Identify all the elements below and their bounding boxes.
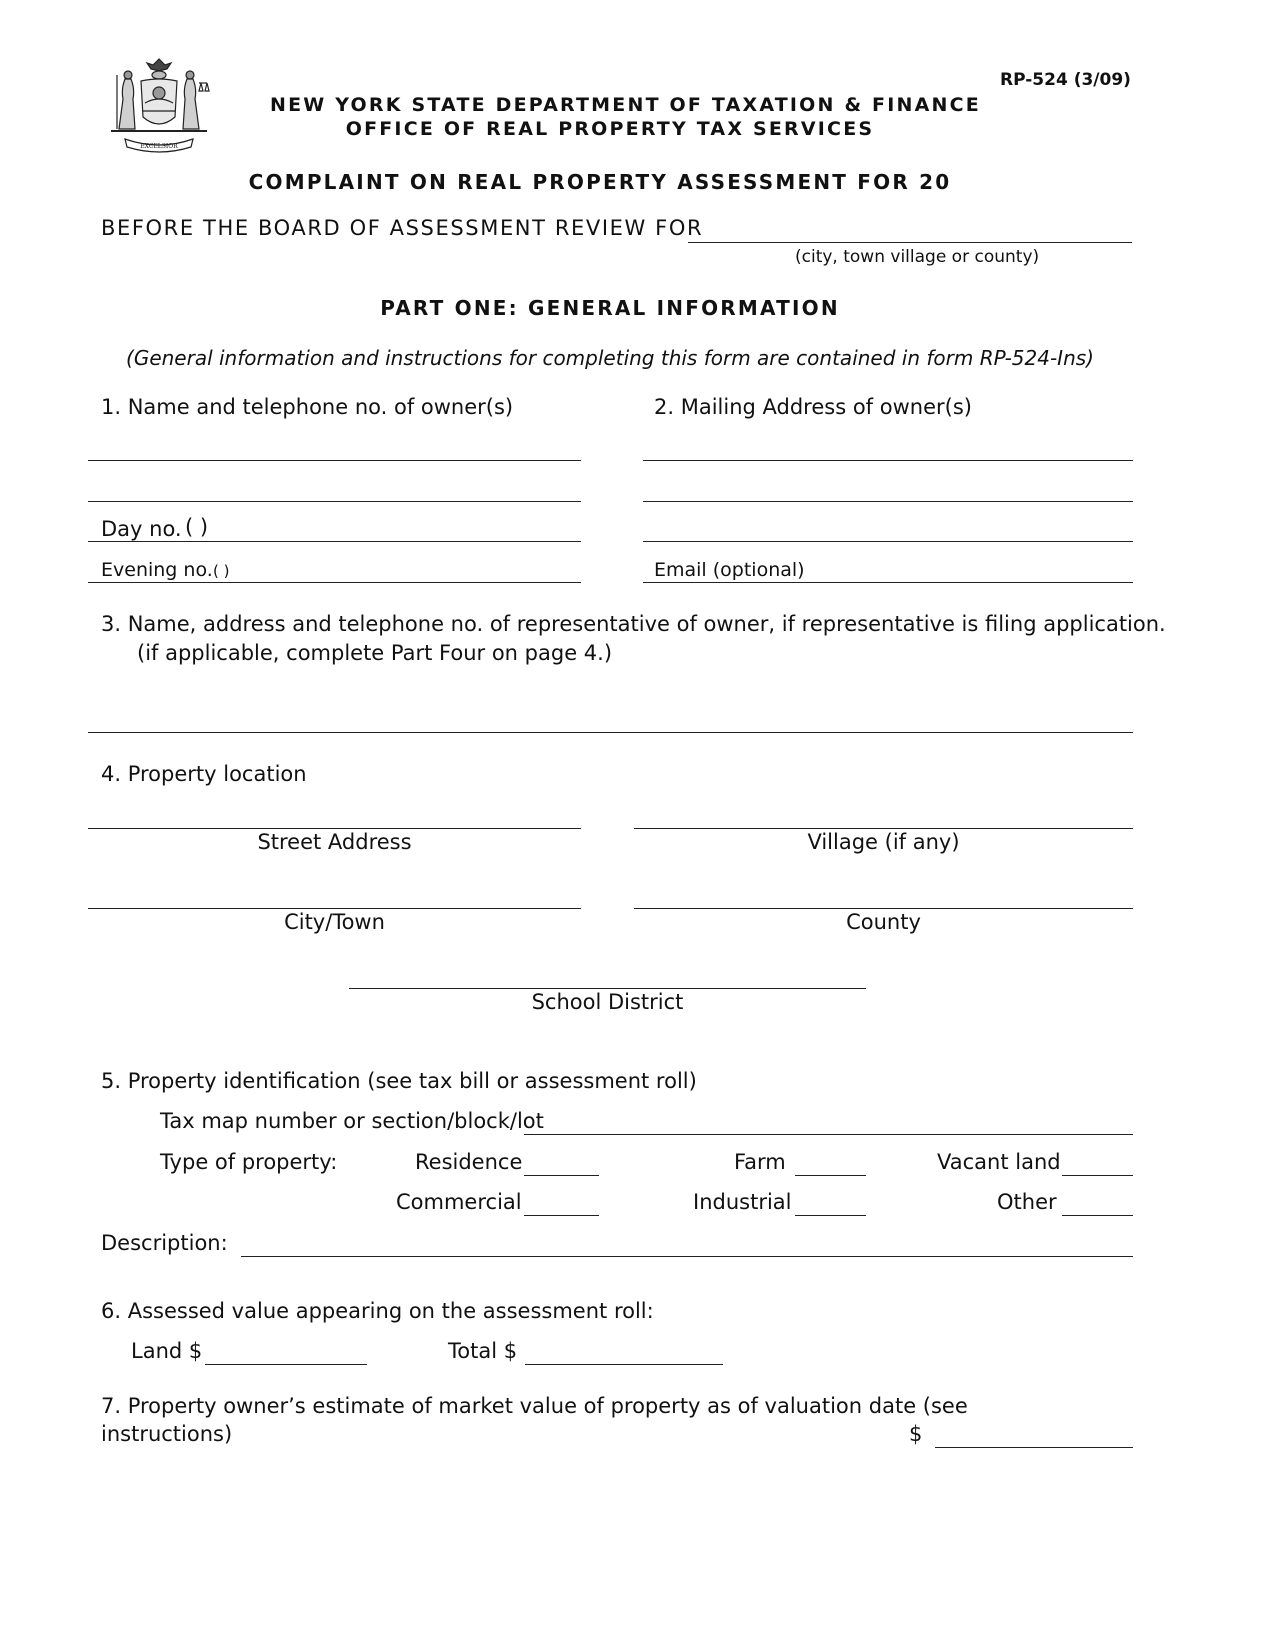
- day-phone-parens: ( ): [185, 515, 209, 539]
- evening-phone-line[interactable]: [88, 582, 581, 583]
- school-district-caption: School District: [531, 990, 684, 1014]
- mailing-address-line-3[interactable]: [643, 541, 1133, 542]
- county-line[interactable]: [634, 908, 1133, 909]
- q4-label: 4. Property location: [101, 762, 307, 786]
- q2-label: 2. Mailing Address of owner(s): [654, 395, 972, 419]
- q3-label: 3. Name, address and telephone no. of representative of owner, if representative is filing application.: [101, 612, 1166, 636]
- new-york-state-seal: [103, 55, 215, 155]
- q7-label-line-2: instructions): [101, 1422, 233, 1446]
- other-line[interactable]: [1062, 1215, 1133, 1216]
- email-line[interactable]: [643, 582, 1133, 583]
- q5-label: 5. Property identification (see tax bill or assessment roll): [101, 1069, 697, 1093]
- land-value-label: Land $: [131, 1339, 203, 1363]
- tax-map-line[interactable]: [524, 1134, 1133, 1135]
- school-district-line[interactable]: [349, 988, 866, 989]
- residence-line[interactable]: [524, 1175, 599, 1176]
- total-value-line[interactable]: [525, 1364, 723, 1365]
- q1-label: 1. Name and telephone no. of owner(s): [101, 395, 514, 419]
- tax-map-label: Tax map number or section/block/lot: [160, 1109, 544, 1133]
- office-name: OFFICE OF REAL PROPERTY TAX SERVICES: [345, 118, 875, 140]
- evening-phone-parens: ( ): [213, 562, 230, 580]
- farm-label: Farm: [734, 1150, 786, 1174]
- farm-line[interactable]: [795, 1175, 866, 1176]
- mailing-address-line-1[interactable]: [643, 460, 1133, 461]
- board-field-caption: (city, town village or county): [795, 247, 1040, 267]
- q3-note: (if applicable, complete Part Four on page 4.): [137, 641, 613, 665]
- svg-text:EXCELSIOR: EXCELSIOR: [140, 143, 178, 150]
- owner-name-line-2[interactable]: [88, 501, 581, 502]
- q6-label: 6. Assessed value appearing on the assessment roll:: [101, 1299, 654, 1323]
- vacant-land-line[interactable]: [1062, 1175, 1133, 1176]
- owner-name-line-1[interactable]: [88, 460, 581, 461]
- description-label: Description:: [101, 1231, 228, 1255]
- part-one-instructions: (General information and instructions for completing this form are contained in form RP-524-Ins): [126, 346, 1094, 370]
- industrial-line[interactable]: [795, 1215, 866, 1216]
- market-value-dollar: $: [909, 1422, 923, 1446]
- industrial-label: Industrial: [693, 1190, 792, 1214]
- board-field-line[interactable]: [688, 242, 1132, 243]
- email-label: Email (optional): [654, 559, 805, 581]
- residence-label: Residence: [415, 1150, 523, 1174]
- commercial-label: Commercial: [396, 1190, 522, 1214]
- city-town-line[interactable]: [88, 908, 581, 909]
- street-address-caption: Street Address: [257, 830, 412, 854]
- other-label: Other: [997, 1190, 1057, 1214]
- form-id: RP-524 (3/09): [1000, 70, 1131, 90]
- street-address-line[interactable]: [88, 828, 581, 829]
- department-name: NEW YORK STATE DEPARTMENT OF TAXATION & FINANCE: [270, 94, 981, 116]
- county-caption: County: [846, 910, 921, 934]
- market-value-line[interactable]: [935, 1447, 1133, 1448]
- evening-phone-label: Evening no.: [101, 559, 213, 581]
- land-value-line[interactable]: [205, 1364, 367, 1365]
- form-title: COMPLAINT ON REAL PROPERTY ASSESSMENT FOR 20: [248, 170, 952, 194]
- village-caption: Village (if any): [807, 830, 960, 854]
- day-phone-line[interactable]: [88, 541, 581, 542]
- description-line[interactable]: [241, 1256, 1133, 1257]
- village-line[interactable]: [634, 828, 1133, 829]
- city-town-caption: City/Town: [284, 910, 385, 934]
- total-value-label: Total $: [448, 1339, 518, 1363]
- commercial-line[interactable]: [524, 1215, 599, 1216]
- mailing-address-line-2[interactable]: [643, 501, 1133, 502]
- representative-line[interactable]: [88, 732, 1133, 733]
- board-label: BEFORE THE BOARD OF ASSESSMENT REVIEW FOR: [101, 216, 704, 240]
- q7-label-line-1: 7. Property owner’s estimate of market value of property as of valuation date (see: [101, 1394, 968, 1418]
- property-type-label: Type of property:: [160, 1150, 338, 1174]
- vacant-land-label: Vacant land: [937, 1150, 1061, 1174]
- part-one-heading: PART ONE: GENERAL INFORMATION: [380, 296, 840, 320]
- day-phone-label: Day no.: [101, 517, 182, 541]
